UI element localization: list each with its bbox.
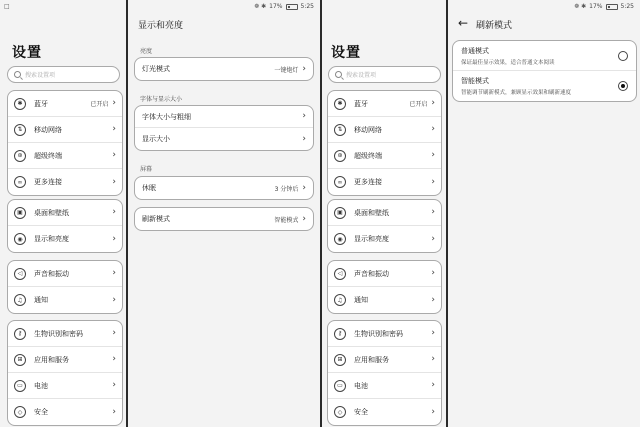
settings-item-security[interactable] <box>8 399 122 425</box>
sound-group <box>7 260 123 314</box>
status-icons: ❁ ✱ <box>254 3 267 10</box>
battery-icon <box>606 4 618 10</box>
refresh-mode-label: 刷新模式 <box>142 215 170 223</box>
chevron-right-icon: › <box>431 124 435 134</box>
settings-item-wallpaper[interactable] <box>328 200 441 226</box>
refresh-mode-value: 智能模式 <box>274 216 299 224</box>
settings-item-label: 电池 <box>34 381 48 390</box>
settings-title: 设置 <box>331 45 361 61</box>
settings-item-biometrics-password[interactable] <box>8 321 122 347</box>
display-icon: ◉ <box>334 233 346 245</box>
settings-item-label: 超级终端 <box>34 151 62 160</box>
sound-icon: ◁ <box>14 268 26 280</box>
settings-item-mobile-network[interactable] <box>8 117 122 143</box>
font-label: 字体与显示大小 <box>140 96 183 103</box>
chevron-right-icon: › <box>302 182 306 193</box>
settings-title: 设置 <box>12 45 42 61</box>
font-card <box>134 105 314 151</box>
sleep-card <box>134 176 314 200</box>
back-arrow-icon[interactable]: ← <box>458 16 469 30</box>
settings-item-display-brightness[interactable] <box>8 226 122 252</box>
settings-list-pane-right <box>322 0 446 427</box>
status-bar <box>254 3 314 10</box>
settings-item-label: 移动网络 <box>354 125 382 134</box>
key-icon: ⚷ <box>14 328 26 340</box>
chevron-right-icon: › <box>112 176 116 187</box>
chevron-right-icon: › <box>431 328 435 338</box>
screen-label: 屏幕 <box>140 166 153 173</box>
bluetooth-icon: ✱ <box>334 98 346 110</box>
status-icons: ❁ ✱ <box>574 3 587 10</box>
connectivity-group <box>327 90 442 196</box>
chevron-right-icon: › <box>112 328 116 338</box>
settings-item-label: 显示和亮度 <box>354 235 389 243</box>
radio-button-selected[interactable] <box>618 81 628 91</box>
status-bar <box>574 3 634 10</box>
wallpaper-icon: ▣ <box>14 207 26 219</box>
shield-icon: ◇ <box>14 406 26 418</box>
settings-item-battery[interactable] <box>8 373 122 399</box>
settings-item-mobile-network[interactable] <box>328 117 441 143</box>
settings-item-label: 蓝牙 <box>354 99 368 108</box>
search-input[interactable] <box>7 66 120 83</box>
chevron-right-icon: › <box>302 133 306 144</box>
chevron-right-icon: › <box>431 176 435 187</box>
sound-icon: ◁ <box>334 268 346 280</box>
chevron-right-icon: › <box>431 150 435 160</box>
battery-percent: 17% <box>589 3 603 10</box>
refresh-card <box>134 207 314 231</box>
chevron-right-icon: › <box>431 380 435 390</box>
display-size-row[interactable] <box>135 128 313 150</box>
shield-icon: ◇ <box>334 406 346 418</box>
bluetooth-icon: ✱ <box>14 98 26 110</box>
sleep-value: 3 分钟后 <box>274 185 299 193</box>
wallpaper-icon: ▣ <box>334 207 346 219</box>
security-group <box>7 320 123 426</box>
settings-item-label: 应用和服务 <box>354 355 389 364</box>
settings-item-label: 更多连接 <box>354 178 382 186</box>
search-placeholder: 搜索设置项 <box>346 72 377 79</box>
mode-option-smart[interactable] <box>453 71 636 101</box>
chevron-right-icon: › <box>112 98 116 108</box>
settings-item-label: 桌面和壁纸 <box>354 208 389 217</box>
display-size-label: 显示大小 <box>142 135 170 143</box>
settings-item-label: 生物识别和密码 <box>354 329 403 338</box>
key-icon: ⚷ <box>334 328 346 340</box>
font-size-row[interactable] <box>135 106 313 128</box>
apps-icon: ⊞ <box>14 354 26 366</box>
clock: 5:25 <box>300 3 314 10</box>
settings-item-battery[interactable] <box>328 373 441 399</box>
super-device-icon: ⊛ <box>334 150 346 162</box>
sleep-row[interactable] <box>135 177 313 199</box>
sound-group <box>327 260 442 314</box>
chevron-right-icon: › <box>431 294 435 305</box>
sleep-label: 休眠 <box>142 184 156 192</box>
apps-icon: ⊞ <box>334 354 346 366</box>
notification-bell-icon: ♫ <box>334 294 346 306</box>
mobile-network-icon: ⇅ <box>14 124 26 136</box>
more-connections-icon: ∞ <box>334 176 346 188</box>
settings-item-more-connections[interactable] <box>328 169 441 195</box>
mobile-network-icon: ⇅ <box>334 124 346 136</box>
chevron-right-icon: › <box>431 268 435 278</box>
settings-item-label: 蓝牙 <box>34 99 48 108</box>
status-dot-icon: □ <box>4 3 10 10</box>
brightness-label: 亮度 <box>140 48 153 55</box>
settings-item-label: 生物识别和密码 <box>34 329 83 338</box>
chevron-right-icon: › <box>431 354 435 364</box>
settings-item-super-device[interactable] <box>328 143 441 169</box>
light-mode-card <box>134 57 314 81</box>
settings-item-more-connections[interactable] <box>8 169 122 195</box>
battery-icon: ▭ <box>14 380 26 392</box>
chevron-right-icon: › <box>112 294 116 305</box>
chevron-right-icon: › <box>112 380 116 390</box>
chevron-right-icon: › <box>302 213 306 224</box>
settings-item-wallpaper[interactable] <box>8 200 122 226</box>
settings-item-label: 声音和振动 <box>34 269 69 278</box>
light-mode-value: 一键炮灯 <box>274 66 299 74</box>
chevron-right-icon: › <box>112 354 116 364</box>
chevron-right-icon: › <box>431 98 435 108</box>
mode-option-normal[interactable] <box>453 41 636 71</box>
settings-item-label: 通知 <box>34 296 48 304</box>
settings-item-label: 移动网络 <box>34 125 62 134</box>
settings-item-label: 更多连接 <box>34 178 62 186</box>
settings-item-value: 已开启 <box>409 101 428 108</box>
radio-button[interactable] <box>618 51 628 61</box>
settings-item-display-brightness[interactable] <box>328 226 441 252</box>
settings-item-sound-vibration[interactable] <box>328 261 441 287</box>
settings-item-label: 通知 <box>354 296 368 304</box>
settings-item-label: 安全 <box>354 408 368 416</box>
settings-item-sound-vibration[interactable] <box>8 261 122 287</box>
search-icon <box>14 71 21 78</box>
search-input[interactable] <box>328 66 441 83</box>
settings-item-bluetooth[interactable] <box>8 91 122 117</box>
battery-icon: ▭ <box>334 380 346 392</box>
chevron-right-icon: › <box>431 207 435 217</box>
settings-item-bluetooth[interactable] <box>328 91 441 117</box>
settings-item-label: 桌面和壁纸 <box>34 208 69 217</box>
refresh-mode-title: 刷新模式 <box>476 21 513 31</box>
status-bar-left <box>4 3 10 10</box>
light-mode-row[interactable] <box>135 58 313 80</box>
battery-percent: 17% <box>269 3 283 10</box>
settings-item-apps-services[interactable] <box>328 347 441 373</box>
chevron-right-icon: › <box>112 150 116 160</box>
chevron-right-icon: › <box>112 406 116 417</box>
connectivity-group <box>7 90 123 196</box>
mode-option-title: 智能模式 <box>461 77 489 85</box>
display-group <box>7 199 123 253</box>
chevron-right-icon: › <box>112 268 116 278</box>
chevron-right-icon: › <box>112 233 116 244</box>
chevron-right-icon: › <box>302 111 306 121</box>
search-placeholder: 搜索设置项 <box>25 72 56 79</box>
super-device-icon: ⊛ <box>14 150 26 162</box>
chevron-right-icon: › <box>431 406 435 417</box>
settings-item-label: 超级终端 <box>354 151 382 160</box>
mode-option-title: 普通模式 <box>461 46 489 55</box>
settings-item-label: 显示和亮度 <box>34 235 69 243</box>
light-mode-label: 灯光模式 <box>142 65 170 73</box>
settings-item-label: 安全 <box>34 408 48 416</box>
chevron-right-icon: › <box>112 207 116 217</box>
font-size-label: 字体大小与粗细 <box>142 112 191 121</box>
settings-item-label: 应用和服务 <box>34 355 69 364</box>
settings-item-value: 已开启 <box>90 101 109 108</box>
battery-icon <box>286 4 298 10</box>
display-icon: ◉ <box>14 233 26 245</box>
settings-item-notifications[interactable] <box>8 287 122 313</box>
settings-item-label: 电池 <box>354 381 368 390</box>
search-icon <box>335 71 342 78</box>
notification-bell-icon: ♫ <box>14 294 26 306</box>
chevron-right-icon: › <box>302 63 306 74</box>
pane-title: 显示和亮度 <box>138 21 184 31</box>
display-pane <box>128 0 320 427</box>
settings-item-notifications[interactable] <box>328 287 441 313</box>
mode-option-desc: 智能调节刷新模式，兼顾显示效果和刷新速度 <box>461 90 572 96</box>
display-group <box>327 199 442 253</box>
settings-item-label: 声音和振动 <box>354 269 389 278</box>
security-group <box>327 320 442 426</box>
refresh-mode-options <box>452 40 637 102</box>
refresh-mode-row[interactable] <box>135 208 313 230</box>
more-connections-icon: ∞ <box>14 176 26 188</box>
settings-item-apps-services[interactable] <box>8 347 122 373</box>
chevron-right-icon: › <box>112 124 116 134</box>
settings-list-pane-left <box>0 0 126 427</box>
mode-option-desc: 保证最佳显示效果，适合普通文本阅读 <box>461 59 555 66</box>
clock: 5:25 <box>620 3 634 10</box>
settings-item-biometrics-password[interactable] <box>328 321 441 347</box>
settings-item-security[interactable] <box>328 399 441 425</box>
settings-item-super-device[interactable] <box>8 143 122 169</box>
chevron-right-icon: › <box>431 233 435 244</box>
